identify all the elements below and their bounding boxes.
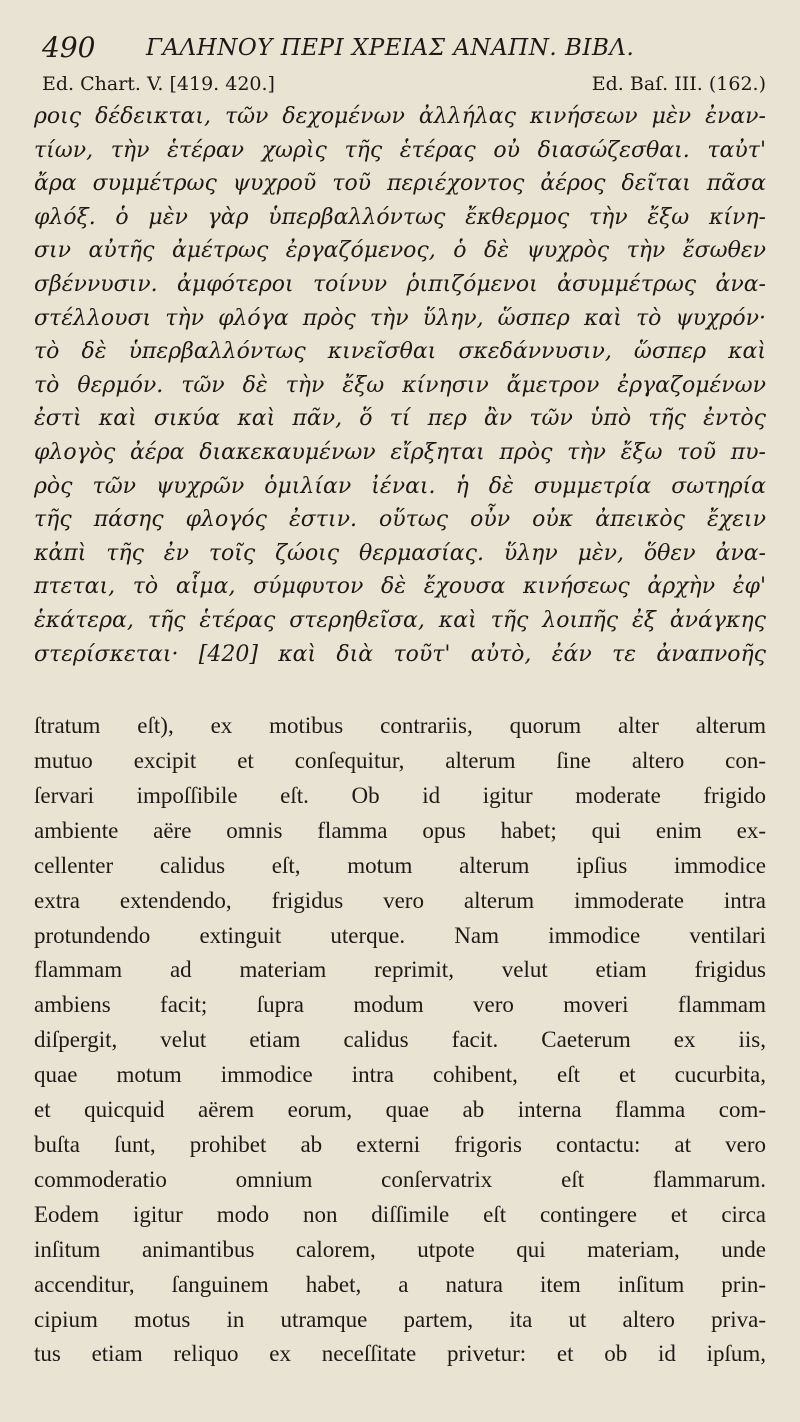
greek-line: τῆς πάσης φλογός ἐστιν. οὕτως οὖν οὐκ ἀπεικὸς ἔχειν [34, 507, 766, 533]
latin-line: cipium motus in utramque partem, ita ut altero priva- [34, 1306, 766, 1332]
latin-line: flammam ad materiam reprimit, velut etiam frigidus [34, 957, 766, 983]
greek-line: σιν αὐτῆς ἀμέτρως ἐργαζόμενος, ὁ δὲ ψυχρὸς τὴν ἔσωθεν [34, 238, 766, 264]
latin-line: accenditur, ſanguinem habet, a natura item inſitum prin- [34, 1271, 766, 1297]
latin-line: quae motum immodice intra cohibent, eſt et cucurbita, [34, 1062, 766, 1088]
latin-line: mutuo excipit et conſequitur, alterum ſine altero con- [34, 748, 766, 773]
greek-line: σβέννυσιν. ἀμφότεροι τοίνυν ῥιπιζόμενοι ἀσυμμέτρως ἀνα- [34, 271, 766, 297]
greek-line: ροις δέδεικται, τῶν δεχομένων ἀλλήλας κινήσεων μὲν ἐναν- [34, 104, 766, 129]
latin-line: protundendo extinguit uterque. Nam immodice ventilari [34, 922, 766, 948]
greek-line: στέλλουσι τὴν φλόγα πρὸς τὴν ὕλην, ὥσπερ καὶ τὸ ψυχρόν· [34, 305, 766, 331]
latin-line: diſpergit, velut etiam calidus facit. Caeterum ex iis, [34, 1027, 766, 1053]
edition-reference-basel: Ed. Baſ. III. (162.) [591, 73, 766, 95]
latin-line: ambiente aëre omnis flamma opus habet; qui enim ex- [34, 817, 766, 843]
latin-line: ambiens facit; ſupra modum vero moveri flammam [34, 992, 766, 1018]
greek-line: πτεται, τὸ αἷμα, σύμφυτον δὲ ἔχουσα κινήσεως ἀρχὴν ἐφ' [34, 574, 766, 600]
latin-line: et quicquid aërem eorum, quae ab interna flamma com- [34, 1097, 766, 1123]
greek-line: φλόξ. ὁ μὲν γὰρ ὑπερβαλλόντως ἔκθερμος τὴν ἔξω κίνη- [34, 204, 766, 230]
greek-line: ρὸς τῶν ψυχρῶν ὁμιλίαν ἰέναι. ἡ δὲ συμμετρία σωτηρία [34, 473, 766, 499]
greek-line: κἀπὶ τῆς ἐν τοῖς ζώοις θερμασίας. ὕλην μὲν, ὅθεν ἀνα- [34, 540, 766, 566]
latin-line: extra extendendo, frigidus vero alterum immoderate intra [34, 887, 766, 913]
greek-line: ἄρα συμμέτρως ψυχροῦ τοῦ περιέχοντος ἀέρος δεῖται πᾶσα [34, 171, 766, 197]
latin-line: ſtratum eſt), ex motibus contrariis, quorum alter alterum [34, 713, 766, 739]
latin-line: cellenter calidus eſt, motum alterum ipſius immodice [34, 852, 766, 878]
latin-line: inſitum animantibus calorem, utpote qui materiam, unde [34, 1236, 766, 1262]
greek-line: τίων, τὴν ἑτέραν χωρὶς τῆς ἑτέρας οὐ διασώζεσθαι. ταὐτ' [34, 137, 766, 163]
latin-line: ſervari impoſſibile eſt. Ob id igitur moderate frigido [34, 782, 766, 808]
running-head [34, 28, 766, 68]
edition-reference-chartier: Ed. Chart. V. [419. 420.] [42, 73, 275, 95]
latin-line: buſta ſunt, prohibet ab externi frigoris contactu: at vero [34, 1131, 766, 1157]
greek-line: φλογὸς ἀέρα διακεκαυμένων εἴρξηται πρὸς τὴν ἔξω τοῦ πυ- [34, 439, 766, 465]
latin-line: commoderatio omnium conſervatrix eſt flammarum. [34, 1166, 766, 1192]
edition-reference-line [34, 68, 766, 100]
greek-line: στερίσκεται· [420] καὶ διὰ τοῦτ' αὐτὸ, ἐάν τε ἀναπνοῆς [34, 641, 766, 667]
running-title: ΓΑΛΗΝΟΥ ΠΕΡΙ ΧΡΕΙΑΣ ΑΝΑΠΝ. ΒΙΒΛ. [146, 35, 635, 61]
page-number: 490 [42, 31, 96, 64]
greek-line: ἐστὶ καὶ σικύα καὶ πᾶν, ὅ τί περ ἂν τῶν ὑπὸ τῆς ἐντὸς [34, 406, 766, 432]
greek-line: ἑκάτερα, τῆς ἑτέρας στερηθεῖσα, καὶ τῆς λοιπῆς ἐξ ἀνάγκης [34, 607, 766, 633]
latin-text-block [34, 709, 766, 1372]
greek-text-block [34, 100, 766, 671]
latin-line: tus etiam reliquo ex neceſſitate privetur: et ob id ipſum, [34, 1341, 766, 1367]
greek-line: τὸ δὲ ὑπερβαλλόντως κινεῖσθαι σκεδάννυσιν, ὥσπερ καὶ [34, 339, 766, 365]
latin-line: Eodem igitur modo non diſſimile eſt contingere et circa [34, 1201, 766, 1227]
greek-line: τὸ θερμόν. τῶν δὲ τὴν ἔξω κίνησιν ἄμετρον ἐργαζομένων [34, 372, 766, 398]
